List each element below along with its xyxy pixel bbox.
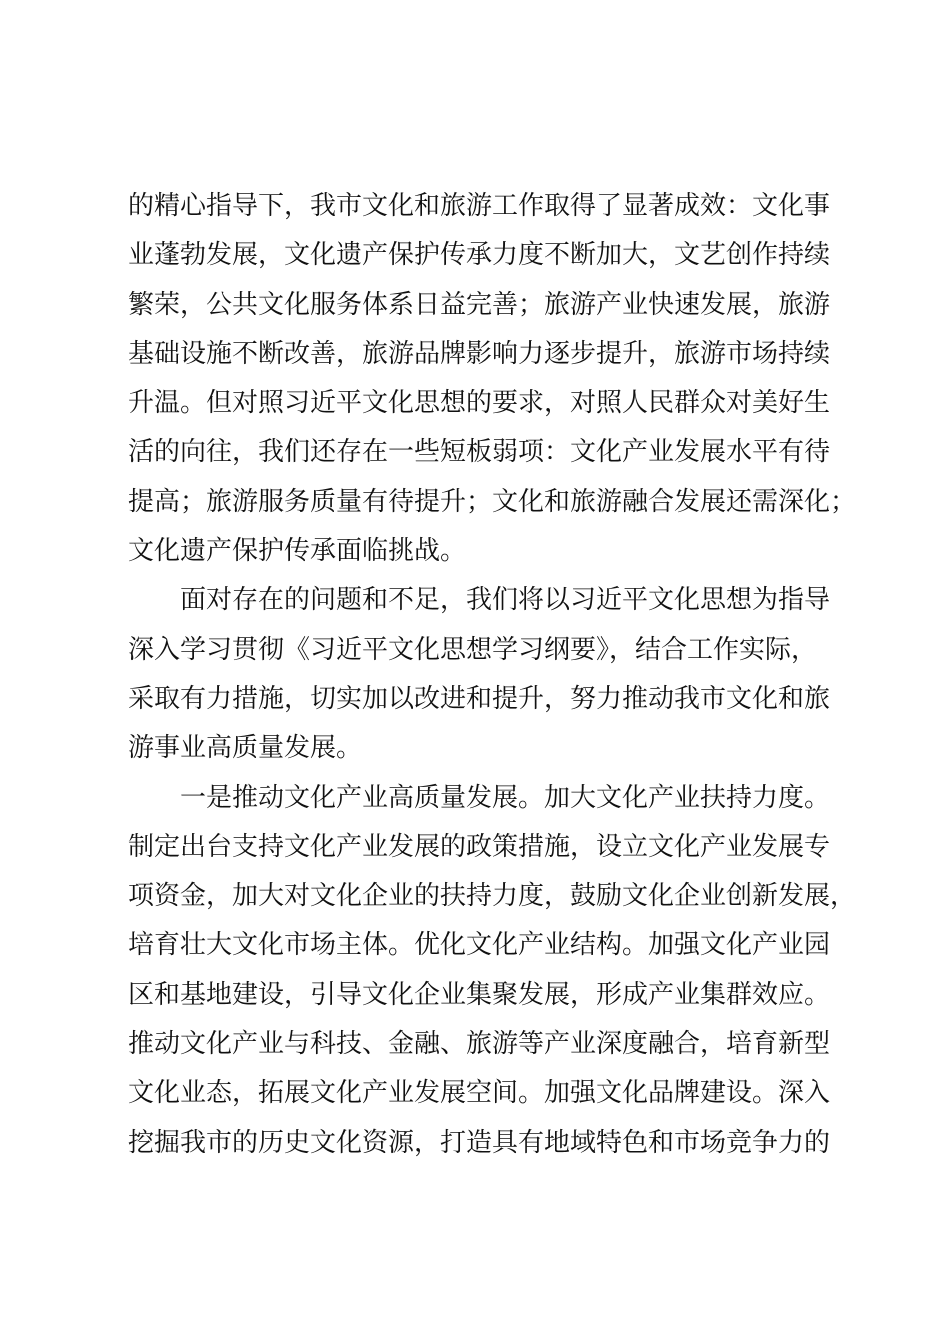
- text-line: 的精心指导下，我市文化和旅游工作取得了显著成效：文化事: [128, 191, 831, 221]
- text-line: 游事业高质量发展。: [128, 733, 363, 764]
- text-line: 区和基地建设，引导文化企业集聚发展，形成产业集群效应。: [128, 979, 831, 1010]
- text-line: 项资金，加大对文化企业的扶持力度，鼓励文化企业创新发展，: [128, 881, 857, 912]
- text-line: 挖掘我市的历史文化资源，打造具有地域特色和市场竞争力的: [128, 1127, 831, 1158]
- text-line: 推动文化产业与科技、金融、旅游等产业深度融合，培育新型: [128, 1029, 831, 1060]
- text-line: 文化业态，拓展文化产业发展空间。加强文化品牌建设。深入: [128, 1078, 831, 1109]
- text-line: 培育壮大文化市场主体。优化文化产业结构。加强文化产业园: [128, 930, 831, 961]
- paragraph-start-line: 面对存在的问题和不足，我们将以习近平文化思想为指导: [180, 585, 831, 616]
- text-line: 文化遗产保护传承面临挑战。: [128, 536, 467, 567]
- body-text: [128, 182, 858, 1168]
- text-line: 制定出台支持文化产业发展的政策措施，设立文化产业发展专: [128, 831, 831, 862]
- text-line: 繁荣，公共文化服务体系日益完善；旅游产业快速发展，旅游: [128, 289, 831, 320]
- paragraph-start-line: 一是推动文化产业高质量发展。加大文化产业扶持力度。: [180, 782, 831, 813]
- text-line: 提高；旅游服务质量有待提升；文化和旅游融合发展还需深化；: [128, 486, 857, 517]
- text-line: 采取有力措施，切实加以改进和提升，努力推动我市文化和旅: [128, 683, 831, 714]
- text-line: 业蓬勃发展，文化遗产保护传承力度不断加大，文艺创作持续: [128, 240, 831, 271]
- text-line: 活的向往，我们还存在一些短板弱项：文化产业发展水平有待: [128, 437, 831, 468]
- text-line: 基础设施不断改善，旅游品牌影响力逐步提升，旅游市场持续: [128, 338, 831, 369]
- text-line: 深入学习贯彻《习近平文化思想学习纲要》，结合工作实际，: [128, 634, 818, 665]
- text-line: 升温。但对照习近平文化思想的要求，对照人民群众对美好生: [128, 388, 831, 419]
